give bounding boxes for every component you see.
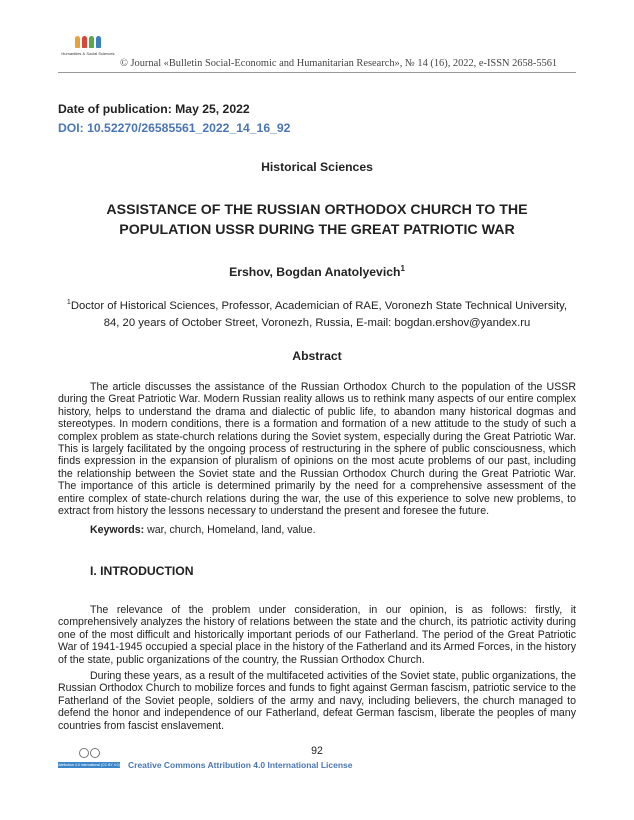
journal-logo [58,36,118,56]
author-text: Ershov, Bogdan Anatolyevich [229,265,401,280]
author-superscript: 1 [400,264,405,273]
affiliation [60,294,574,332]
author-name [0,264,634,279]
affiliation-superscript: 1 [66,299,71,306]
title-line-2: POPULATION USSR DURING THE GREAT PATRIOTIC WAR [119,222,515,238]
logo-text: Humanities & Social Sciences [61,51,115,56]
introduction-heading: I. INTRODUCTION [90,564,194,578]
title-line-1: ASSISTANCE OF THE RUSSIAN ORTHODOX CHURCH TO THE [106,202,528,218]
journal-header: © Journal «Bulletin Social-Economic and Humanitarian Research», № 14 (16), 2022, e-ISSN 2658-5561 [120,58,558,69]
affiliation-text: Doctor of Historical Sciences, Professor, Academician of RAE, Voronezh State Technical University, 84, 20 years of October Street, Voronezh, Russia, E-mail: bogdan.ershov@yandex.ru [70,299,568,329]
people-icon [58,36,118,50]
introduction-paragraph-1: The relevance of the problem under consideration, in our opinion, is as follows: firstly, it comprehensively analyzes the history of relations between the state and the church, its patriotic activity during one of the most difficult and historically important periods of our Fatherland. The period of the Great Patriotic War of 1941-1945 occupied a special place in the history of the Fatherland and its Armed Forces, in the history of the state, public organizations of the country, the Russian Orthodox Church. [58,604,576,666]
cc-icon [58,748,120,758]
introduction-paragraph-2: During these years, as a result of the multifaceted activities of the Soviet state, public organizations, the Russian Orthodox Church to mobilize forces and funds to fight against German fascism, patriotic service to the Fatherland of the Soviet people, soldiers of the army and navy, including believers, the church managed to defend the honor and independence of our Fatherland, defeat German fascism, liberate the peoples of many countries from fascist enslavement. [58,670,576,732]
cc-badge-text: Attribution 4.0 International (CC BY 4.0) [58,763,120,767]
doi-link[interactable]: DOI: 10.52270/26585561_2022_14_16_92 [58,121,291,135]
abstract-text: The article discusses the assistance of the Russian Orthodox Church to the population of the USSR during the Great Patriotic War. Modern Russian reality allows us to rethink many aspects of our entire complex history, helps to understand the drama and dialectic of public life, to abandon many historical dogmas and stereotypes. In modern conditions, there is a formation and formation of a new attitude to the study of such a complex problem as state-church relations during the Soviet system, especially during the Great Patriotic War. This is largely facilitated by the ongoing process of restructuring in the sphere of public consciousness, which finds expression in the expansion of pluralism of opinions on the most acute problems of our past, including the relationship between the Soviet state and the Russian Orthodox Church during the Great Patriotic War. The importance of this article is determined primarily by the need for a comprehensive assessment of the entire complex of state-church relations during the war, the use of this experience to solve new problems, to extract from history the lessons necessary to understand the present and foresee the future. [58,381,576,518]
header-divider [58,72,576,73]
license-link[interactable]: Creative Commons Attribution 4.0 International License [128,760,353,770]
article-title [60,200,574,240]
keywords [90,524,316,536]
keywords-label: Keywords: [90,524,145,536]
page-number: 92 [311,745,323,757]
abstract-heading: Abstract [292,349,342,363]
publication-date: Date of publication: May 25, 2022 [58,102,250,116]
section-heading: Historical Sciences [261,160,373,174]
cc-license-badge[interactable] [58,748,120,768]
keywords-list: war, church, Homeland, land, value. [144,524,316,536]
